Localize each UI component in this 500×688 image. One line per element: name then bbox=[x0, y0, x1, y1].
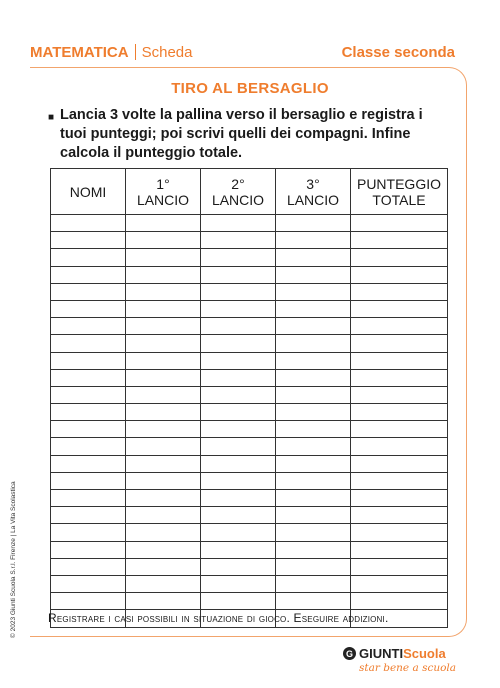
table-cell[interactable] bbox=[201, 283, 276, 300]
table-cell[interactable] bbox=[51, 335, 126, 352]
table-cell[interactable] bbox=[126, 524, 201, 541]
table-cell[interactable] bbox=[201, 232, 276, 249]
table-row bbox=[51, 335, 448, 352]
table-cell[interactable] bbox=[126, 593, 201, 610]
table-cell[interactable] bbox=[51, 575, 126, 592]
table-cell[interactable] bbox=[201, 438, 276, 455]
table-cell[interactable] bbox=[126, 472, 201, 489]
table-cell[interactable] bbox=[126, 404, 201, 421]
table-cell[interactable] bbox=[201, 335, 276, 352]
table-cell[interactable] bbox=[201, 215, 276, 232]
table-cell[interactable] bbox=[126, 575, 201, 592]
table-cell[interactable] bbox=[51, 438, 126, 455]
table-cell[interactable] bbox=[276, 558, 351, 575]
table-row bbox=[51, 283, 448, 300]
table-row bbox=[51, 507, 448, 524]
table-cell[interactable] bbox=[51, 352, 126, 369]
worksheet-title: TIRO AL BERSAGLIO bbox=[171, 80, 329, 97]
table-cell[interactable] bbox=[351, 455, 448, 472]
table-cell[interactable] bbox=[201, 300, 276, 317]
table-cell[interactable] bbox=[51, 541, 126, 558]
table-cell[interactable] bbox=[351, 490, 448, 507]
table-row bbox=[51, 575, 448, 592]
worksheet-type-label: Scheda bbox=[141, 43, 193, 61]
table-cell[interactable] bbox=[276, 369, 351, 386]
table-cell[interactable] bbox=[126, 541, 201, 558]
table-cell[interactable] bbox=[276, 438, 351, 455]
table-cell[interactable] bbox=[201, 318, 276, 335]
header-throw-1: 1° LANCIO bbox=[126, 169, 201, 215]
table-cell[interactable] bbox=[276, 507, 351, 524]
table-cell[interactable] bbox=[126, 455, 201, 472]
table-cell[interactable] bbox=[201, 404, 276, 421]
table-cell[interactable] bbox=[276, 490, 351, 507]
table-cell[interactable] bbox=[51, 455, 126, 472]
table-cell[interactable] bbox=[351, 215, 448, 232]
table-cell[interactable] bbox=[126, 352, 201, 369]
table-cell[interactable] bbox=[126, 421, 201, 438]
table-cell[interactable] bbox=[276, 472, 351, 489]
table-cell[interactable] bbox=[201, 507, 276, 524]
table-cell[interactable] bbox=[126, 249, 201, 266]
table-cell[interactable] bbox=[201, 386, 276, 403]
subject-label: MATEMATICA bbox=[30, 43, 129, 61]
logo-brand-scuola: Scuola bbox=[403, 646, 446, 661]
table-cell[interactable] bbox=[351, 386, 448, 403]
table-cell[interactable] bbox=[276, 524, 351, 541]
table-cell[interactable] bbox=[276, 593, 351, 610]
score-table bbox=[50, 168, 448, 628]
table-cell[interactable] bbox=[201, 490, 276, 507]
header-throw-3: 3° LANCIO bbox=[276, 169, 351, 215]
table-cell[interactable] bbox=[51, 266, 126, 283]
table-cell[interactable] bbox=[201, 421, 276, 438]
table-cell[interactable] bbox=[51, 404, 126, 421]
table-cell[interactable] bbox=[51, 524, 126, 541]
table-cell[interactable] bbox=[276, 249, 351, 266]
table-cell[interactable] bbox=[201, 558, 276, 575]
table-cell[interactable] bbox=[126, 232, 201, 249]
table-cell[interactable] bbox=[126, 490, 201, 507]
table-cell[interactable] bbox=[201, 472, 276, 489]
table-cell[interactable] bbox=[126, 386, 201, 403]
table-cell[interactable] bbox=[276, 455, 351, 472]
table-cell[interactable] bbox=[126, 215, 201, 232]
table-cell[interactable] bbox=[51, 369, 126, 386]
header-throw-2: 2° LANCIO bbox=[201, 169, 276, 215]
table-row bbox=[51, 318, 448, 335]
table-cell[interactable] bbox=[351, 558, 448, 575]
table-row bbox=[51, 558, 448, 575]
table-cell[interactable] bbox=[351, 249, 448, 266]
table-cell[interactable] bbox=[201, 369, 276, 386]
table-cell[interactable] bbox=[51, 283, 126, 300]
table-cell[interactable] bbox=[351, 335, 448, 352]
table-row bbox=[51, 232, 448, 249]
instruction-text: Lancia 3 volte la pallina verso il bersaglio e registra i tuoi punteggi; poi scrivi quelli dei compagni. Infine calcola il punteggio totale. bbox=[60, 107, 423, 161]
table-row bbox=[51, 249, 448, 266]
table-cell[interactable] bbox=[126, 558, 201, 575]
header-names: NOMI bbox=[51, 169, 126, 215]
table-cell[interactable] bbox=[276, 421, 351, 438]
table-row bbox=[51, 352, 448, 369]
header-separator bbox=[135, 44, 136, 60]
table-cell[interactable] bbox=[351, 421, 448, 438]
table-row bbox=[51, 490, 448, 507]
page-header bbox=[30, 40, 455, 64]
table-cell[interactable] bbox=[276, 575, 351, 592]
table-cell[interactable] bbox=[51, 593, 126, 610]
footer-note: Registrare i casi possibili in situazione di gioco. Eseguire addizioni. bbox=[48, 611, 389, 625]
table-row bbox=[51, 472, 448, 489]
table-row bbox=[51, 593, 448, 610]
table-cell[interactable] bbox=[51, 215, 126, 232]
table-cell[interactable] bbox=[276, 404, 351, 421]
table-cell[interactable] bbox=[51, 421, 126, 438]
table-cell[interactable] bbox=[126, 438, 201, 455]
table-cell[interactable] bbox=[351, 404, 448, 421]
table-cell[interactable] bbox=[351, 575, 448, 592]
table-row bbox=[51, 524, 448, 541]
table-cell[interactable] bbox=[351, 524, 448, 541]
table-cell[interactable] bbox=[126, 283, 201, 300]
table-row bbox=[51, 266, 448, 283]
table-row bbox=[51, 386, 448, 403]
grade-label: Classe seconda bbox=[341, 43, 455, 61]
table-cell[interactable] bbox=[351, 472, 448, 489]
table-cell[interactable] bbox=[126, 300, 201, 317]
header-left bbox=[30, 44, 192, 61]
table-cell[interactable] bbox=[276, 386, 351, 403]
table-row bbox=[51, 438, 448, 455]
table-cell[interactable] bbox=[351, 507, 448, 524]
table-cell[interactable] bbox=[51, 507, 126, 524]
table-cell[interactable] bbox=[276, 266, 351, 283]
table-cell[interactable] bbox=[51, 472, 126, 489]
table-row bbox=[51, 215, 448, 232]
table-cell[interactable] bbox=[351, 318, 448, 335]
table-cell[interactable] bbox=[351, 352, 448, 369]
table-row bbox=[51, 404, 448, 421]
table-cell[interactable] bbox=[276, 215, 351, 232]
logo-brand: GIUNTI bbox=[359, 646, 404, 661]
copyright-text: © 2023 Giunti Scuola S.r.l. Firenze | La Vita Scolastica bbox=[10, 481, 17, 638]
table-header-row bbox=[51, 169, 448, 215]
table-cell[interactable] bbox=[276, 541, 351, 558]
table-cell[interactable] bbox=[51, 232, 126, 249]
table-row bbox=[51, 421, 448, 438]
table-cell[interactable] bbox=[201, 266, 276, 283]
bullet-icon: ■ bbox=[48, 112, 55, 123]
table-cell[interactable] bbox=[126, 266, 201, 283]
table-cell[interactable] bbox=[51, 558, 126, 575]
table-cell[interactable] bbox=[201, 541, 276, 558]
table-cell[interactable] bbox=[351, 593, 448, 610]
table-row bbox=[51, 541, 448, 558]
table-cell[interactable] bbox=[276, 318, 351, 335]
header-total: PUNTEGGIO TOTALE bbox=[351, 169, 448, 215]
table-cell[interactable] bbox=[201, 575, 276, 592]
table-cell[interactable] bbox=[351, 541, 448, 558]
table-cell[interactable] bbox=[201, 249, 276, 266]
table-row bbox=[51, 300, 448, 317]
table-cell[interactable] bbox=[51, 318, 126, 335]
table-cell[interactable] bbox=[51, 386, 126, 403]
table-cell[interactable] bbox=[276, 232, 351, 249]
table-cell[interactable] bbox=[276, 300, 351, 317]
table-cell[interactable] bbox=[351, 300, 448, 317]
table-cell[interactable] bbox=[351, 283, 448, 300]
table-cell[interactable] bbox=[126, 507, 201, 524]
table-cell[interactable] bbox=[51, 490, 126, 507]
table-cell[interactable] bbox=[201, 593, 276, 610]
table-cell[interactable] bbox=[351, 232, 448, 249]
table-cell[interactable] bbox=[276, 352, 351, 369]
table-cell[interactable] bbox=[126, 369, 201, 386]
table-cell[interactable] bbox=[276, 335, 351, 352]
instruction bbox=[48, 106, 448, 163]
table-cell[interactable] bbox=[276, 283, 351, 300]
table-cell[interactable] bbox=[201, 455, 276, 472]
table-cell[interactable] bbox=[51, 249, 126, 266]
table-cell[interactable] bbox=[351, 266, 448, 283]
giunti-logo bbox=[343, 646, 458, 686]
table-cell[interactable] bbox=[126, 335, 201, 352]
table-cell[interactable] bbox=[51, 300, 126, 317]
giunti-g-icon: G bbox=[343, 647, 356, 660]
table-row bbox=[51, 455, 448, 472]
table-cell[interactable] bbox=[126, 318, 201, 335]
table-cell[interactable] bbox=[201, 352, 276, 369]
logo-tagline: star bene a scuola bbox=[359, 662, 457, 674]
table-cell[interactable] bbox=[351, 438, 448, 455]
table-cell[interactable] bbox=[351, 369, 448, 386]
table-row bbox=[51, 369, 448, 386]
table-cell[interactable] bbox=[201, 524, 276, 541]
